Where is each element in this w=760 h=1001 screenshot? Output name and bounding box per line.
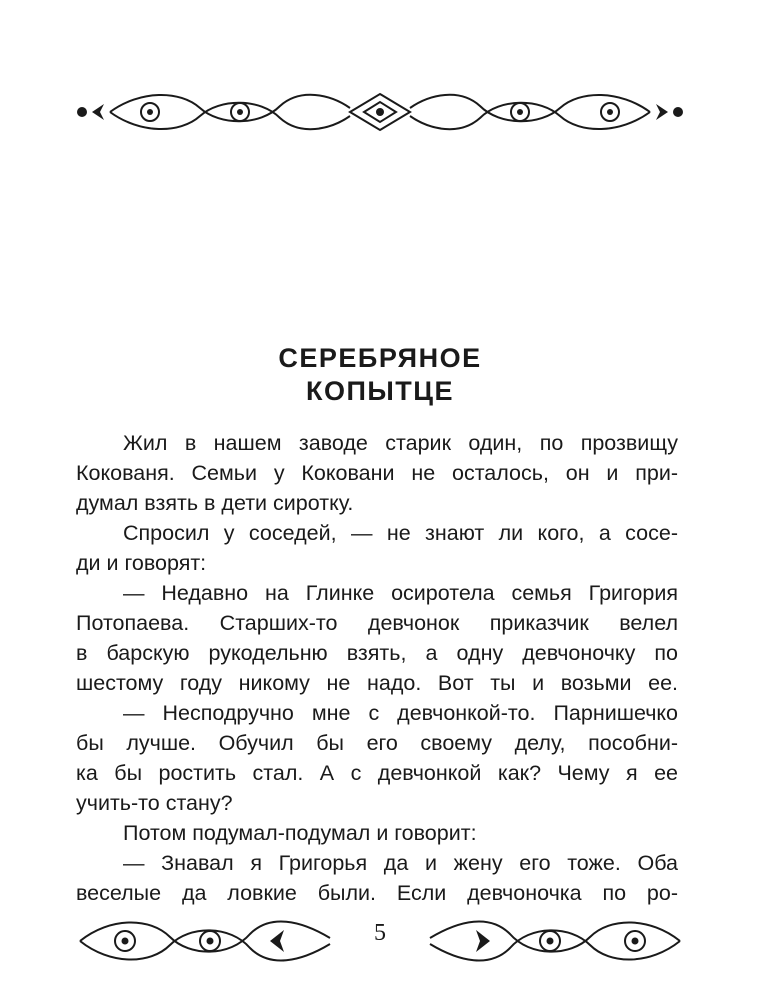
chapter-title-line-1: СЕРЕБРЯНОЕ: [278, 343, 482, 373]
text-line: веселые да ловкие были. Если девчоночка по ро-: [76, 881, 678, 905]
text-line: думал взять в дети сиротку.: [76, 491, 354, 515]
text-line: Потопаева. Старших-то девчонок приказчик велел: [76, 611, 678, 635]
text-line: — Несподручно мне с девчонкой-то. Парнишечко: [123, 701, 678, 725]
text-line: бы лучше. Обучил бы его своему делу, пособни-: [76, 731, 678, 755]
text-line: ка бы ростить стал. А с девчонкой как? Чему я ее: [76, 761, 678, 785]
text-line: Кокованя. Семьи у Коковани не осталось, он и при-: [76, 461, 678, 485]
text-line: ди и говорят:: [76, 551, 207, 575]
text-line: Жил в нашем заводе старик один, по прозвищу: [123, 431, 678, 455]
chapter-title-line-2: КОПЫТЦЕ: [305, 376, 455, 406]
text-line: Спросил у соседей, — не знают ли кого, а сосе-: [123, 521, 678, 545]
text-line: — Знавал я Григорья да и жену его тоже. Оба: [123, 851, 678, 875]
page-number: 5: [374, 920, 386, 946]
text-line: — Недавно на Глинке осиротела семья Григория: [123, 581, 678, 605]
text-line: шестому году никому не надо. Вот ты и возьми ее.: [76, 671, 678, 695]
decorative-ornament-top: [70, 88, 690, 136]
text-line: в барскую рукодельню взять, а одну девчоночку по: [76, 641, 678, 665]
text-line: Потом подумал-подумал и говорит:: [123, 821, 477, 845]
text-line: учить-то стану?: [76, 791, 233, 815]
